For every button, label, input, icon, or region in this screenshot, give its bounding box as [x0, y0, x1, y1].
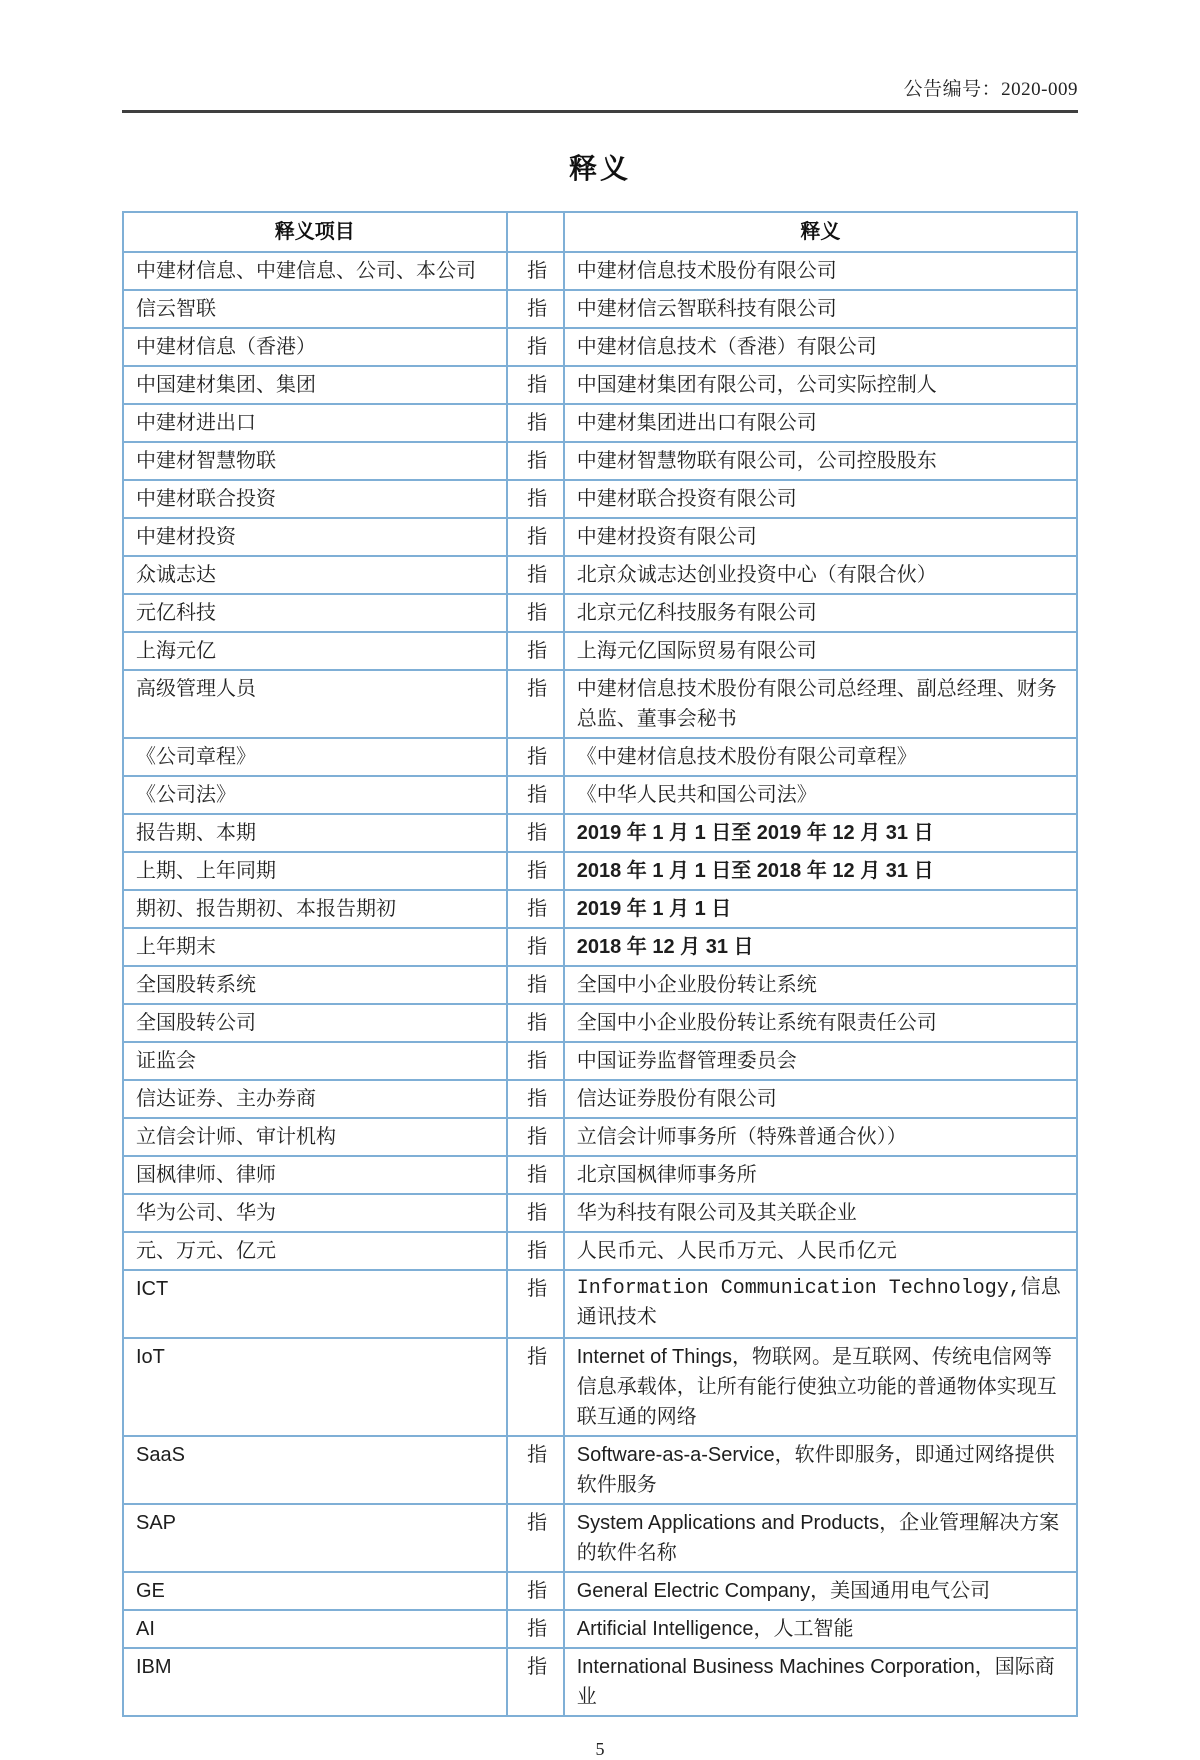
- indicator-cell: 指: [507, 1042, 564, 1080]
- indicator-cell: 指: [507, 1004, 564, 1042]
- definition-cell: Information Communication Technology,信息通讯技术: [564, 1270, 1077, 1338]
- definition-cell: 2018 年 1 月 1 日至 2018 年 12 月 31 日: [564, 852, 1077, 890]
- table-row: [123, 776, 1077, 814]
- table-row: [123, 1610, 1077, 1648]
- term-cell: 全国股转系统: [123, 966, 507, 1004]
- definitions-table: [122, 211, 1078, 1717]
- table-row: [123, 1118, 1077, 1156]
- term-cell: SaaS: [123, 1436, 507, 1504]
- indicator-cell: 指: [507, 1118, 564, 1156]
- term-cell: 高级管理人员: [123, 670, 507, 738]
- indicator-cell: 指: [507, 776, 564, 814]
- indicator-cell: 指: [507, 966, 564, 1004]
- indicator-cell: 指: [507, 928, 564, 966]
- definition-cell: 中建材联合投资有限公司: [564, 480, 1077, 518]
- table-row: [123, 1270, 1077, 1338]
- term-cell: 中建材信息（香港）: [123, 328, 507, 366]
- indicator-cell: 指: [507, 1648, 564, 1716]
- indicator-cell: 指: [507, 442, 564, 480]
- table-row: [123, 814, 1077, 852]
- term-cell: SAP: [123, 1504, 507, 1572]
- term-cell: 元、万元、亿元: [123, 1232, 507, 1270]
- definition-cell: 上海元亿国际贸易有限公司: [564, 632, 1077, 670]
- term-cell: 上海元亿: [123, 632, 507, 670]
- term-cell: 华为公司、华为: [123, 1194, 507, 1232]
- term-cell: 中建材智慧物联: [123, 442, 507, 480]
- term-cell: 元亿科技: [123, 594, 507, 632]
- table-row: [123, 442, 1077, 480]
- table-row: [123, 852, 1077, 890]
- table-row: [123, 966, 1077, 1004]
- indicator-cell: 指: [507, 1338, 564, 1436]
- definition-cell: 中建材投资有限公司: [564, 518, 1077, 556]
- definition-cell: 《中建材信息技术股份有限公司章程》: [564, 738, 1077, 776]
- term-cell: GE: [123, 1572, 507, 1610]
- indicator-cell: 指: [507, 670, 564, 738]
- table-row: [123, 1156, 1077, 1194]
- term-cell: ICT: [123, 1270, 507, 1338]
- definition-column-header: 释义: [564, 212, 1077, 252]
- term-cell: IoT: [123, 1338, 507, 1436]
- term-cell: 《公司章程》: [123, 738, 507, 776]
- term-cell: AI: [123, 1610, 507, 1648]
- term-cell: 信达证券、主办券商: [123, 1080, 507, 1118]
- term-cell: 全国股转公司: [123, 1004, 507, 1042]
- term-cell: 中建材投资: [123, 518, 507, 556]
- indicator-cell: 指: [507, 518, 564, 556]
- definition-cell: 信达证券股份有限公司: [564, 1080, 1077, 1118]
- table-row: [123, 1232, 1077, 1270]
- indicator-cell: 指: [507, 328, 564, 366]
- term-cell: 中建材信息、中建信息、公司、本公司: [123, 252, 507, 290]
- definition-cell: System Applications and Products，企业管理解决方案的软件名称: [564, 1504, 1077, 1572]
- table-row: [123, 366, 1077, 404]
- indicator-column-header: [507, 212, 564, 252]
- term-cell: 期初、报告期初、本报告期初: [123, 890, 507, 928]
- table-row: [123, 594, 1077, 632]
- term-cell: 立信会计师、审计机构: [123, 1118, 507, 1156]
- table-row: [123, 928, 1077, 966]
- table-row: [123, 1436, 1077, 1504]
- definition-cell: International Business Machines Corporation，国际商业: [564, 1648, 1077, 1716]
- definition-cell: 中建材信息技术股份有限公司: [564, 252, 1077, 290]
- indicator-cell: 指: [507, 290, 564, 328]
- term-cell: 上年期末: [123, 928, 507, 966]
- definition-cell: 2019 年 1 月 1 日: [564, 890, 1077, 928]
- table-header-row: [123, 212, 1077, 252]
- indicator-cell: 指: [507, 1156, 564, 1194]
- indicator-cell: 指: [507, 1270, 564, 1338]
- term-cell: 国枫律师、律师: [123, 1156, 507, 1194]
- definition-cell: Artificial Intelligence，人工智能: [564, 1610, 1077, 1648]
- definition-cell: 2019 年 1 月 1 日至 2019 年 12 月 31 日: [564, 814, 1077, 852]
- table-row: [123, 1648, 1077, 1716]
- definition-cell: 全国中小企业股份转让系统: [564, 966, 1077, 1004]
- table-row: [123, 556, 1077, 594]
- term-cell: 报告期、本期: [123, 814, 507, 852]
- definitions-table-body: [123, 252, 1077, 1716]
- indicator-cell: 指: [507, 852, 564, 890]
- indicator-cell: 指: [507, 1610, 564, 1648]
- table-row: [123, 1504, 1077, 1572]
- definition-cell: 人民币元、人民币万元、人民币亿元: [564, 1232, 1077, 1270]
- term-cell: 中建材进出口: [123, 404, 507, 442]
- table-row: [123, 1572, 1077, 1610]
- term-cell: 证监会: [123, 1042, 507, 1080]
- table-row: [123, 290, 1077, 328]
- term-cell: 众诚志达: [123, 556, 507, 594]
- indicator-cell: 指: [507, 366, 564, 404]
- table-row: [123, 404, 1077, 442]
- table-row: [123, 670, 1077, 738]
- indicator-cell: 指: [507, 404, 564, 442]
- table-row: [123, 1042, 1077, 1080]
- doc-number: 公告编号：2020-009: [903, 79, 1078, 100]
- table-row: [123, 328, 1077, 366]
- table-row: [123, 1080, 1077, 1118]
- definition-cell: 北京国枫律师事务所: [564, 1156, 1077, 1194]
- table-row: [123, 480, 1077, 518]
- definition-cell: 立信会计师事务所（特殊普通合伙））: [564, 1118, 1077, 1156]
- table-row: [123, 1004, 1077, 1042]
- term-cell: 《公司法》: [123, 776, 507, 814]
- indicator-cell: 指: [507, 890, 564, 928]
- term-cell: 上期、上年同期: [123, 852, 507, 890]
- indicator-cell: 指: [507, 738, 564, 776]
- term-cell: IBM: [123, 1648, 507, 1716]
- table-row: [123, 518, 1077, 556]
- definition-cell: 中建材集团进出口有限公司: [564, 404, 1077, 442]
- table-row: [123, 1194, 1077, 1232]
- definition-cell: 中建材信息技术（香港）有限公司: [564, 328, 1077, 366]
- definition-cell: General Electric Company，美国通用电气公司: [564, 1572, 1077, 1610]
- definition-cell: 2018 年 12 月 31 日: [564, 928, 1077, 966]
- definition-cell: 《中华人民共和国公司法》: [564, 776, 1077, 814]
- definition-cell: 中建材智慧物联有限公司，公司控股股东: [564, 442, 1077, 480]
- indicator-cell: 指: [507, 632, 564, 670]
- indicator-cell: 指: [507, 814, 564, 852]
- term-cell: 信云智联: [123, 290, 507, 328]
- definition-cell: 北京众诚志达创业投资中心（有限合伙）: [564, 556, 1077, 594]
- indicator-cell: 指: [507, 1194, 564, 1232]
- indicator-cell: 指: [507, 480, 564, 518]
- definition-cell: 华为科技有限公司及其关联企业: [564, 1194, 1077, 1232]
- indicator-cell: 指: [507, 556, 564, 594]
- header-rule: [122, 110, 1078, 113]
- indicator-cell: 指: [507, 1232, 564, 1270]
- term-cell: 中建材联合投资: [123, 480, 507, 518]
- indicator-cell: 指: [507, 1504, 564, 1572]
- table-row: [123, 738, 1077, 776]
- table-row: [123, 252, 1077, 290]
- indicator-cell: 指: [507, 1572, 564, 1610]
- definition-cell: 北京元亿科技服务有限公司: [564, 594, 1077, 632]
- definition-cell: 中建材信息技术股份有限公司总经理、副总经理、财务总监、董事会秘书: [564, 670, 1077, 738]
- definition-cell: 全国中小企业股份转让系统有限责任公司: [564, 1004, 1077, 1042]
- page-title: 释义: [568, 154, 631, 185]
- indicator-cell: 指: [507, 1080, 564, 1118]
- table-row: [123, 632, 1077, 670]
- table-row: [123, 890, 1077, 928]
- term-column-header: 释义项目: [123, 212, 507, 252]
- term-cell: 中国建材集团、集团: [123, 366, 507, 404]
- definition-cell: 中国建材集团有限公司，公司实际控制人: [564, 366, 1077, 404]
- indicator-cell: 指: [507, 1436, 564, 1504]
- definition-cell: Software-as-a-Service，软件即服务，即通过网络提供软件服务: [564, 1436, 1077, 1504]
- definition-cell: 中建材信云智联科技有限公司: [564, 290, 1077, 328]
- indicator-cell: 指: [507, 594, 564, 632]
- page-number: 5: [595, 1739, 605, 1759]
- definition-cell: Internet of Things，物联网。是互联网、传统电信网等信息承载体，让所有能行使独立功能的普通物体实现互联互通的网络: [564, 1338, 1077, 1436]
- table-row: [123, 1338, 1077, 1436]
- indicator-cell: 指: [507, 252, 564, 290]
- definition-cell: 中国证券监督管理委员会: [564, 1042, 1077, 1080]
